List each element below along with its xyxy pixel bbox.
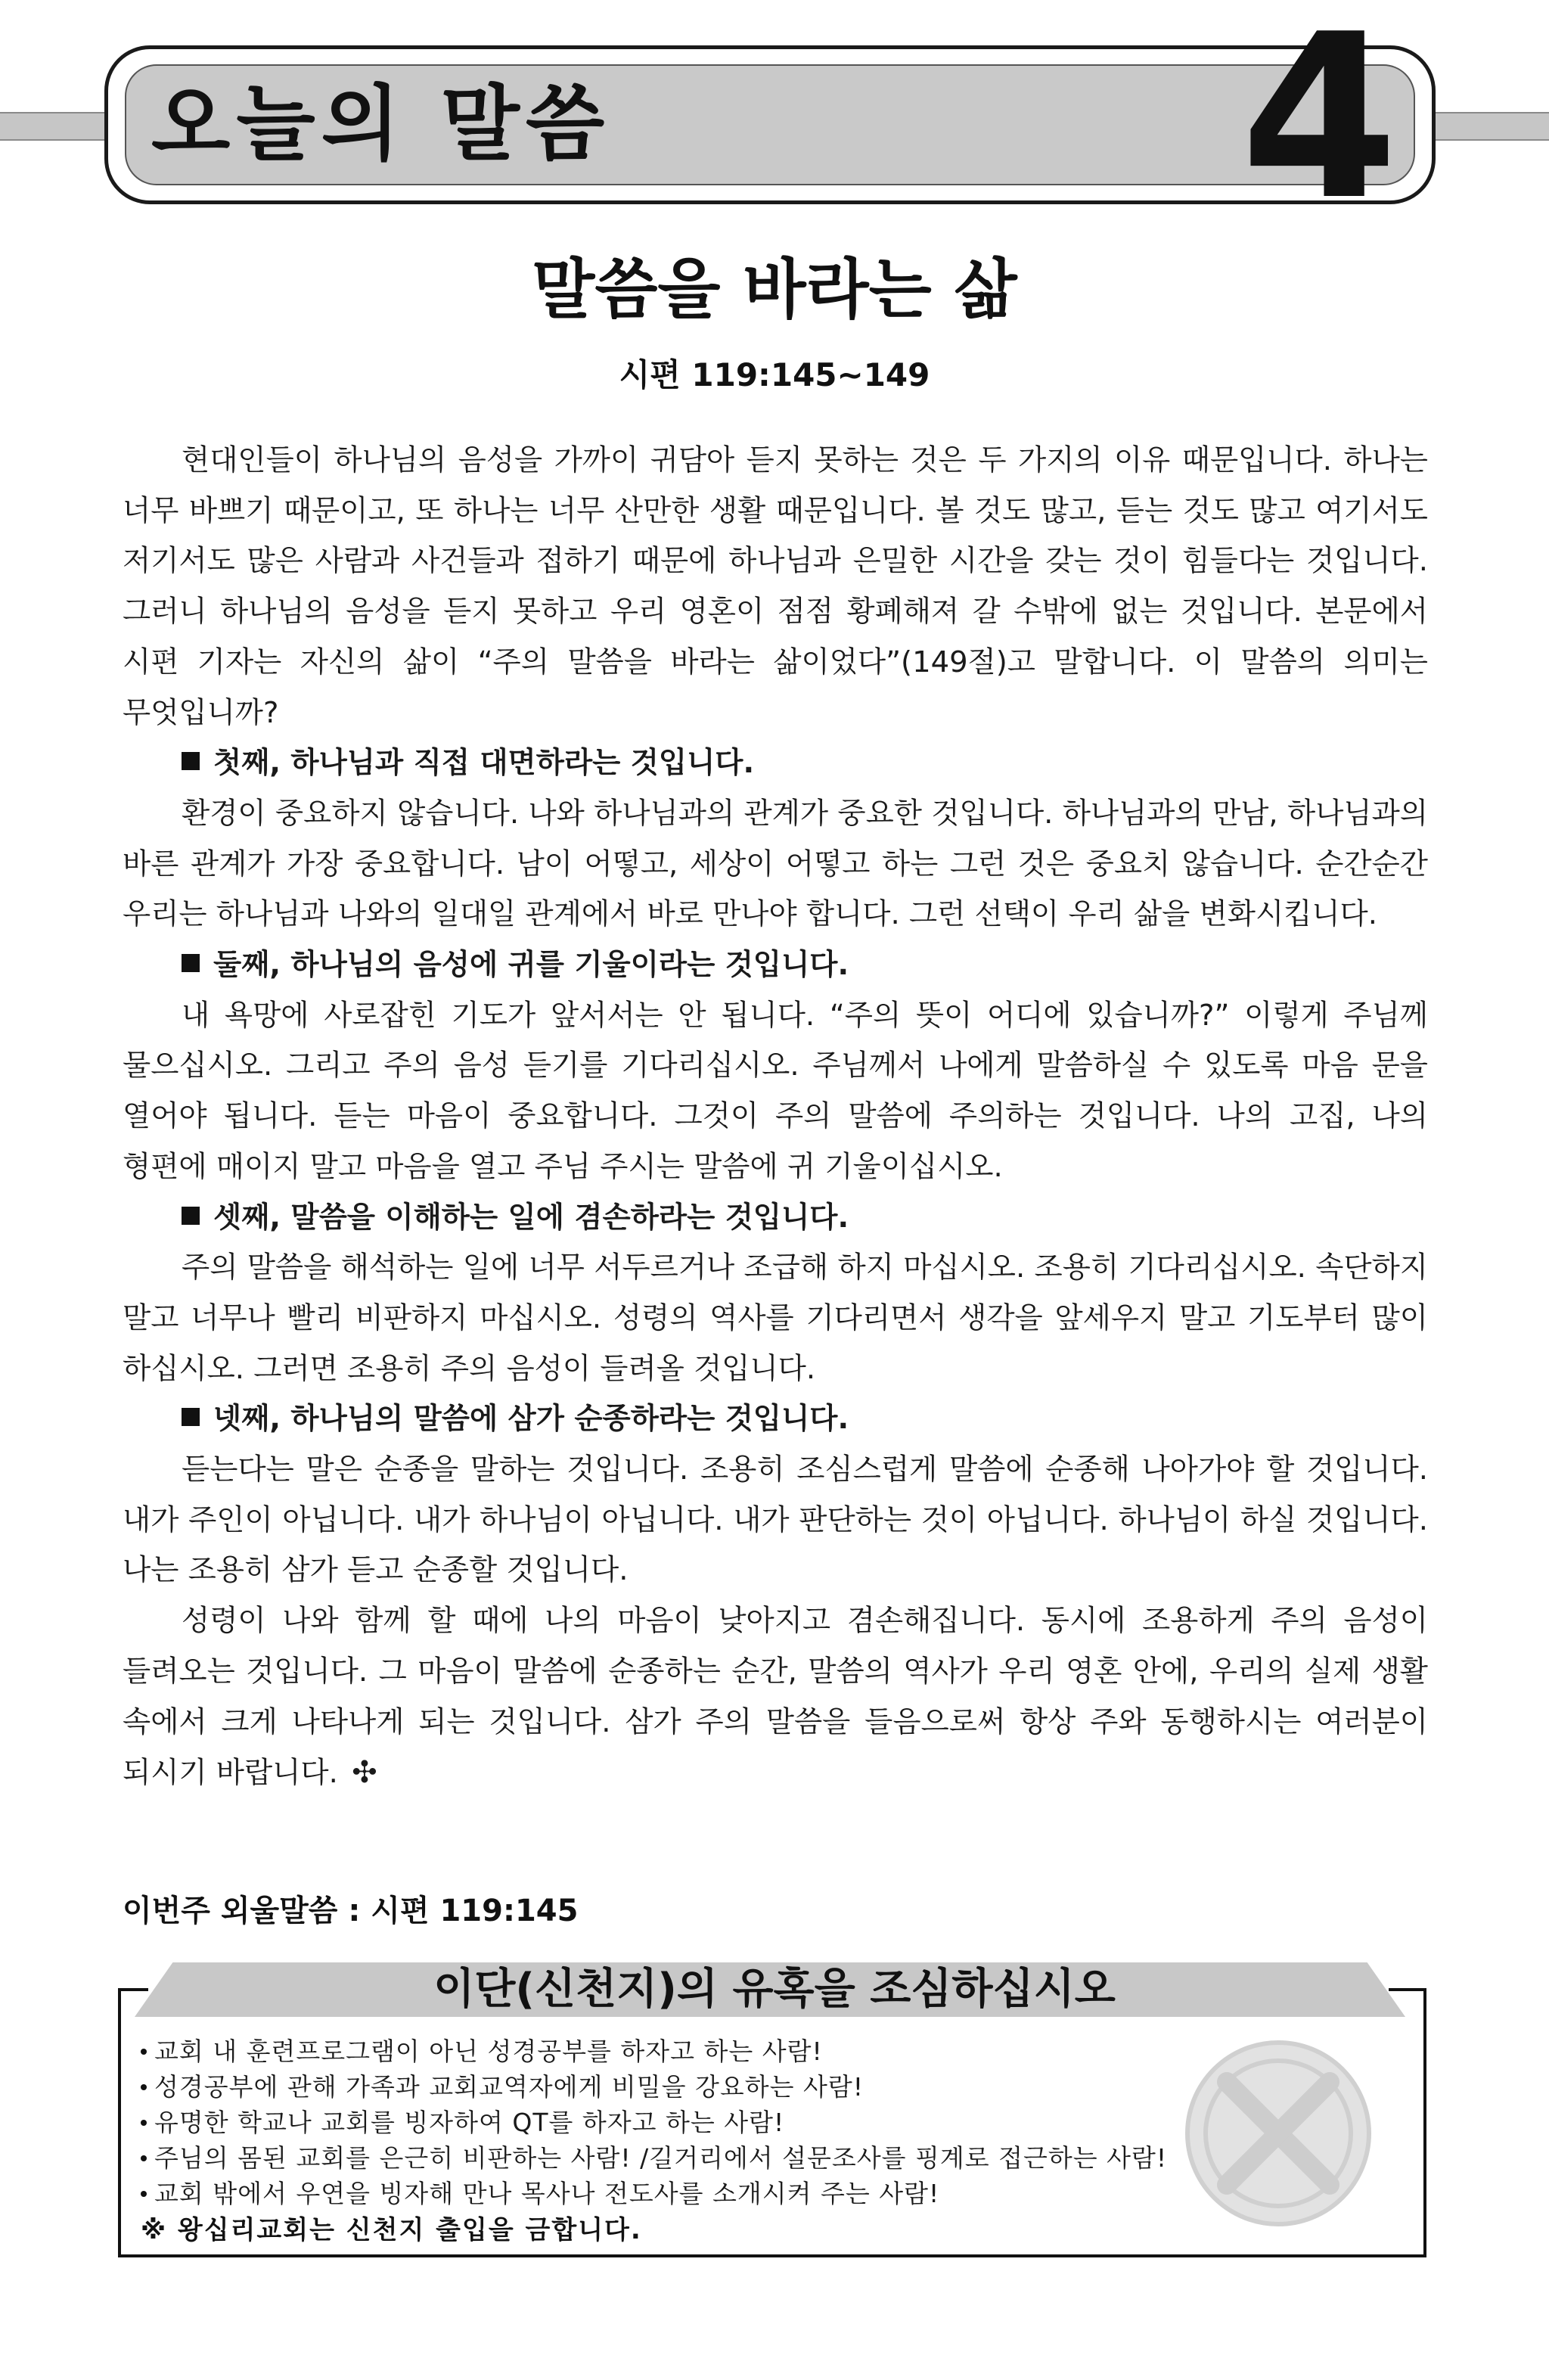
square-bullet-icon (182, 1408, 200, 1426)
warning-item: 교회 내 훈련프로그램이 아닌 성경공부를 하자고 하는 사람! (141, 2034, 1419, 2069)
point-heading-4: 넷째, 하나님의 말씀에 삼가 순종하라는 것입니다. (123, 1394, 1428, 1445)
closing-paragraph: 성령이 나와 함께 할 때에 나의 마음이 낮아지고 겸손해집니다. 동시에 조용하게 주의 음성이 들려오는 것입니다. 그 마음이 말씀에 순종하는 순간, 말씀의 역사가 우리 영혼 안에, 우리의 실제 생활 속에서 크게 나타나게 되는 것입니다. 삼가 주의 말씀을 들음으로써 항상 주와 동행하시는 여러분이 되시기 바랍니다. ✣ (123, 1604, 1428, 1791)
point-heading-2: 둘째, 하나님의 음성에 귀를 기울이라는 것입니다. (123, 940, 1428, 991)
point-heading-1: 첫째, 하나님과 직접 대면하라는 것입니다. (123, 738, 1428, 789)
bullet-icon (141, 2120, 147, 2126)
square-bullet-icon (182, 954, 200, 972)
warning-title: 이단(신천지)의 유혹을 조심하십시오 (433, 1965, 1116, 2014)
memory-verse: 이번주 외울말씀 : 시편 119:145 (123, 1894, 579, 1928)
point-paragraph-2: 내 욕망에 사로잡힌 기도가 앞서서는 안 됩니다. “주의 뜻이 어디에 있습니까?” 이렇게 주님께 물으십시오. 그리고 주의 음성 듣기를 기다리십시오. 주님께서 나에게 말씀하실 수 있도록 마음 문을 열어야 됩니다. 듣는 마음이 중요합니다. 그것이 주의 말씀에 주의하는 것입니다. 나의 고집, 나의 형편에 매이지 말고 마음을 열고 주님 주시는 말씀에 귀 기울이십시오. (123, 998, 1428, 1184)
bullet-icon (141, 2155, 147, 2161)
warning-item: 교회 밖에서 우연을 빙자해 만나 목사나 전도사를 소개시켜 주는 사람! (141, 2176, 1419, 2211)
point-heading-3: 셋째, 말씀을 이해하는 일에 겸손하라는 것입니다. (123, 1193, 1428, 1244)
section-number: 4 (1240, 0, 1391, 250)
bullet-icon (141, 2191, 147, 2197)
square-bullet-icon (182, 752, 200, 770)
bullet-icon (141, 2049, 147, 2055)
section-title: 오늘의 말씀 (151, 77, 611, 172)
sermon-title: 말씀을 바라는 삶 (532, 252, 1017, 328)
square-bullet-icon (182, 1207, 200, 1225)
cross-ornament-icon: ✣ (352, 1755, 377, 1791)
point-paragraph-3: 주의 말씀을 해석하는 일에 너무 서두르거나 조급해 하지 마십시오. 조용히 기다리십시오. 속단하지 말고 너무나 빨리 비판하지 마십시오. 성령의 역사를 기다리면서 생각을 앞세우지 말고 기도부터 많이 하십시오. 그러면 조용히 주의 음성이 들려올 것입니다. (123, 1251, 1428, 1386)
warning-note: ※ 왕십리교회는 신천지 출입을 금합니다. (141, 2215, 642, 2245)
warning-item: 성경공부에 관해 가족과 교회교역자에게 비밀을 강요하는 사람! (141, 2069, 1419, 2105)
point-paragraph-1: 환경이 중요하지 않습니다. 나와 하나님과의 관계가 중요한 것입니다. 하나님과의 만남, 하나님과의 바른 관계가 가장 중요합니다. 남이 어떻고, 세상이 어떻고 하는 그런 것은 중요치 않습니다. 순간순간 우리는 하나님과 나와의 일대일 관계에서 바로 만나야 합니다. 그런 선택이 우리 삶을 변화시킵니다. (123, 796, 1428, 932)
bullet-icon (141, 2084, 147, 2090)
warning-list (141, 2034, 1419, 2211)
warning-item: 유명한 학교나 교회를 빙자하여 QT를 하자고 하는 사람! (141, 2105, 1419, 2140)
warning-item: 주님의 몸된 교회를 은근히 비판하는 사람! /길거리에서 설문조사를 핑계로 접근하는 사람! (141, 2140, 1419, 2176)
point-paragraph-4: 듣는다는 말은 순종을 말하는 것입니다. 조용히 조심스럽게 말씀에 순종해 나아가야 할 것입니다. 내가 주인이 아닙니다. 내가 하나님이 아닙니다. 내가 판단하는 것이 아닙니다. 하나님이 하실 것입니다. 나는 조용히 삼가 듣고 순종할 것입니다. (123, 1453, 1428, 1588)
intro-paragraph: 현대인들이 하나님의 음성을 가까이 귀담아 듣지 못하는 것은 두 가지의 이유 때문입니다. 하나는 너무 바쁘기 때문이고, 또 하나는 너무 산만한 생활 때문입니다. 볼 것도 많고, 듣는 것도 많고 여기서도 저기서도 많은 사람과 사건들과 접하기 때문에 하나님과 은밀한 시간을 갖는 것이 힘들다는 것입니다. 그러니 하나님의 음성을 듣지 못하고 우리 영혼이 점점 황폐해져 갈 수밖에 없는 것입니다. 본문에서 시편 기자는 자신의 삶이 “주의 말씀을 바라는 삶이었다”(149절)고 말합니다. 이 말씀의 의미는 무엇입니까? (123, 443, 1428, 730)
scripture-reference: 시편 119:145~149 (619, 356, 930, 393)
sermon-body (123, 436, 1428, 1799)
